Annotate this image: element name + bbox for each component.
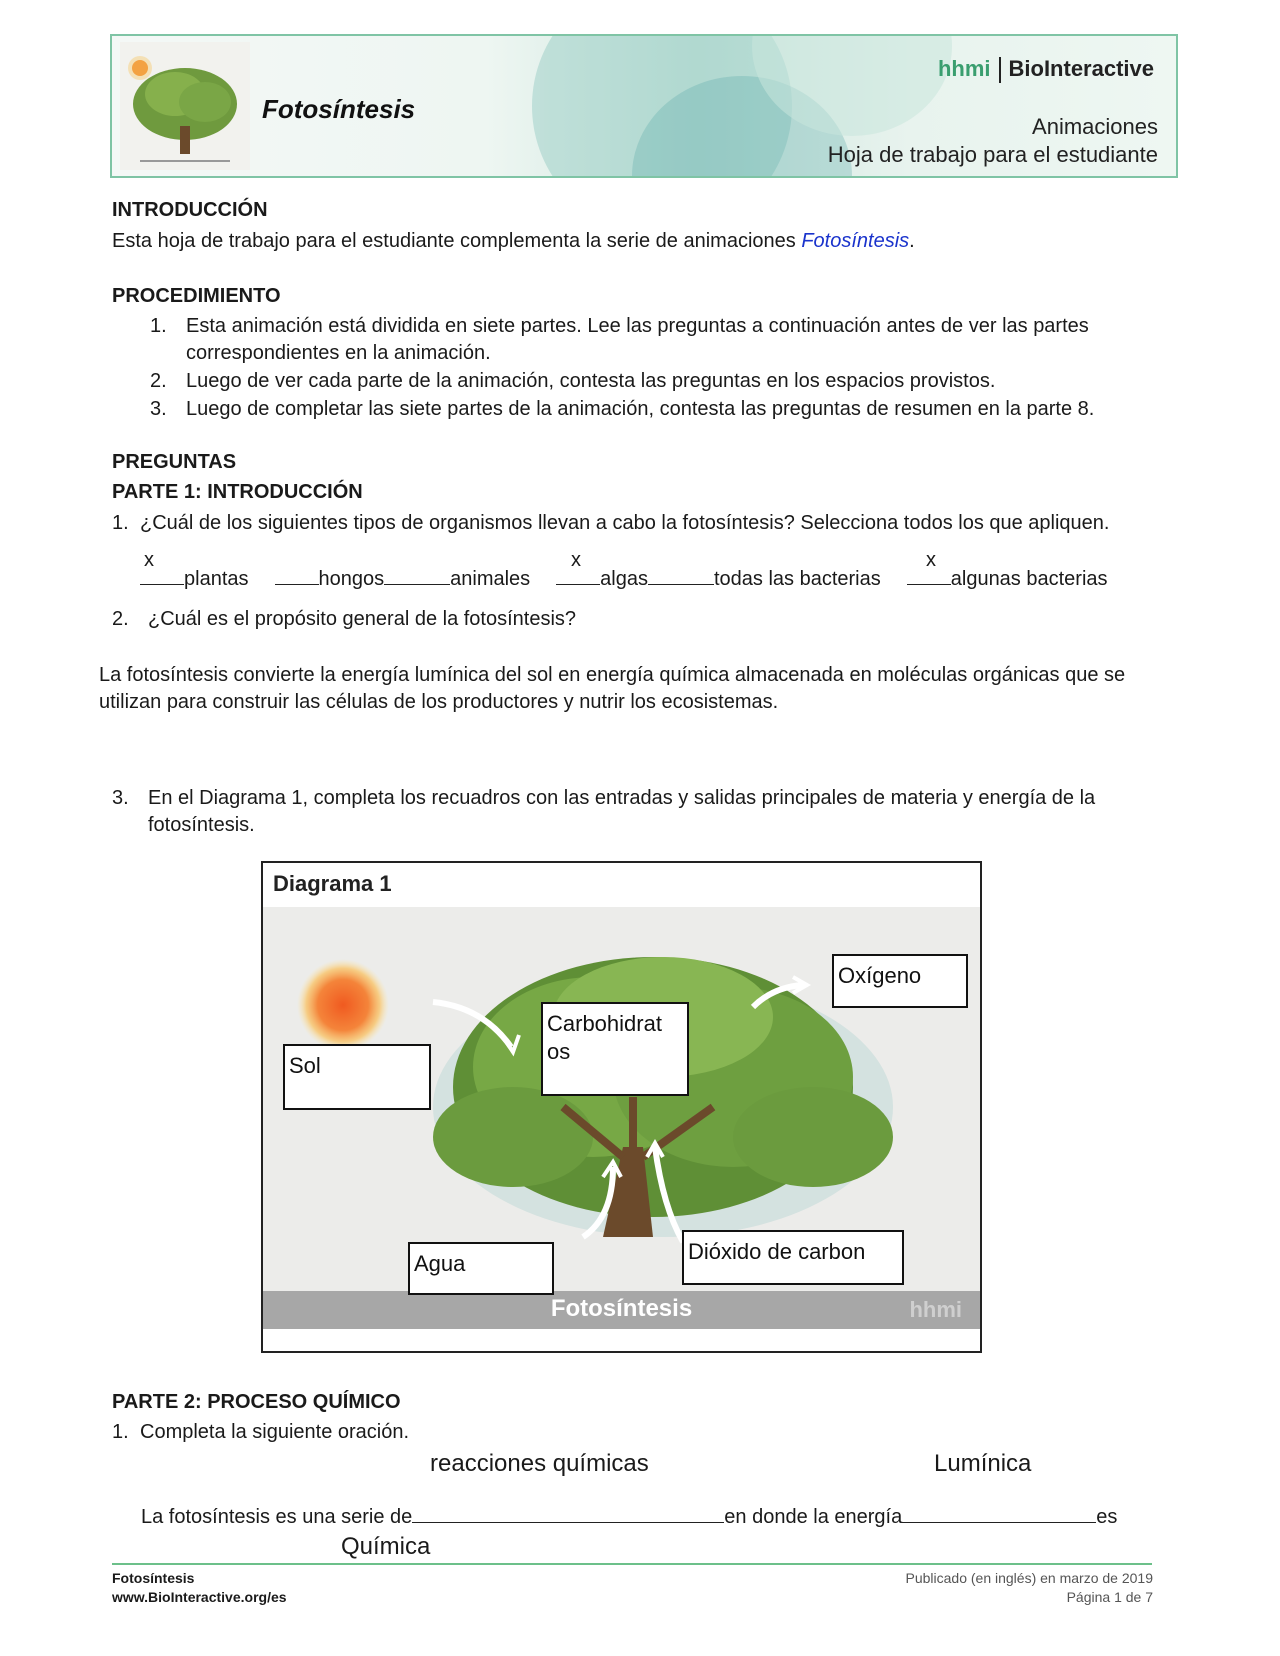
option-plantas: plantas xyxy=(184,568,249,590)
question-text: ¿Cuál de los siguientes tipos de organismos llevan a cabo la fotosíntesis? Selecciona todos los que apliquen. xyxy=(140,512,1110,534)
fill-sentence xyxy=(141,1504,1117,1531)
procedure-step-1-cont: correspondientes en la animación. xyxy=(186,342,491,364)
procedure-heading: PROCEDIMIENTO xyxy=(112,285,281,307)
box-agua[interactable]: Agua xyxy=(408,1242,554,1295)
box-oxigeno[interactable]: Oxígeno xyxy=(832,954,968,1008)
answer-2-line-1[interactable]: La fotosíntesis convierte la energía lumínica del sol en energía química almacenada en moléculas orgánicas que se xyxy=(99,664,1126,686)
option-todas-bacterias: todas las bacterias xyxy=(713,568,881,590)
intro-text-end: . xyxy=(909,230,915,252)
blank-hongos[interactable] xyxy=(275,566,319,585)
brand-hhmi: hhmi xyxy=(937,56,991,81)
step-number: 1. xyxy=(150,315,167,337)
option-algunas-bacterias: algunas bacterias xyxy=(950,568,1108,590)
question-text: Completa la siguiente oración. xyxy=(140,1421,410,1443)
intro-link[interactable]: Fotosíntesis xyxy=(801,230,910,252)
question-1 xyxy=(112,510,1109,537)
question-3 xyxy=(112,785,1095,812)
box-carbohidratos[interactable] xyxy=(541,1002,689,1096)
step-text: Esta animación está dividida en siete partes. Lee las preguntas a continuación antes de ver las partes xyxy=(186,315,1089,337)
footer-page-number: Página 1 de 7 xyxy=(1066,1589,1153,1605)
answer-blank-2[interactable]: Lumínica xyxy=(934,1450,1032,1477)
diagram-hhmi-logo: hhmi xyxy=(909,1297,962,1322)
box-carbohidratos-line1: Carbohidrat xyxy=(547,1011,662,1036)
sentence-part-c: es xyxy=(1096,1506,1118,1528)
question-number: 2. xyxy=(112,608,129,630)
question-text: En el Diagrama 1, completa los recuadros con las entradas y salidas principales de materia y energía de la xyxy=(148,787,1096,809)
step-text: Luego de completar las siete partes de la animación, contesta las preguntas de resumen en la parte 8. xyxy=(186,398,1095,420)
options-line xyxy=(140,566,1108,593)
blank-algunas-bacterias[interactable] xyxy=(907,566,951,585)
header-subtitle-worksheet: Hoja de trabajo para el estudiante xyxy=(827,142,1158,167)
question-3-cont: fotosíntesis. xyxy=(148,814,255,836)
procedure-step-3 xyxy=(150,396,1094,423)
header-banner xyxy=(110,34,1178,178)
mark-plantas[interactable]: x xyxy=(144,549,154,571)
mark-algas[interactable]: x xyxy=(571,549,581,571)
option-animales: animales xyxy=(450,568,531,590)
footer-published: Publicado (en inglés) en marzo de 2019 xyxy=(905,1570,1153,1586)
header-title: Fotosíntesis xyxy=(262,94,416,124)
blank-animales[interactable] xyxy=(384,566,450,585)
step-number: 2. xyxy=(150,370,167,392)
answer-blank-1[interactable]: reacciones químicas xyxy=(430,1450,649,1477)
header-subtitle-animations: Animaciones xyxy=(1032,114,1158,139)
question-number: 1. xyxy=(112,512,129,534)
box-carbohidratos-line2: os xyxy=(547,1039,571,1064)
answer-2-line-2[interactable]: utilizan para construir las células de los productores y nutrir los ecosistemas. xyxy=(99,691,779,713)
option-hongos: hongos xyxy=(318,568,385,590)
part2-question-1 xyxy=(112,1419,409,1446)
blank-todas-bacterias[interactable] xyxy=(648,566,714,585)
box-sol[interactable]: Sol xyxy=(283,1044,431,1110)
tree-thumbnail-image xyxy=(120,42,250,170)
step-number: 3. xyxy=(150,398,167,420)
diagram-title: Diagrama 1 xyxy=(273,871,392,896)
option-algas: algas xyxy=(600,568,648,590)
part2-heading: PARTE 2: PROCESO QUÍMICO xyxy=(112,1391,401,1413)
sun-icon xyxy=(297,959,389,1051)
box-dioxido-de-carbono[interactable]: Dióxido de carbon xyxy=(682,1230,904,1285)
footer-website-link[interactable]: www.BioInteractive.org/es xyxy=(112,1589,287,1605)
footer-doc-title: Fotosíntesis xyxy=(112,1570,195,1586)
questions-heading: PREGUNTAS xyxy=(112,451,237,473)
step-text: Luego de ver cada parte de la animación, contesta las preguntas en los espacios provistos. xyxy=(186,370,996,392)
brand-name: BioInteractive xyxy=(1008,56,1154,81)
brand-logo xyxy=(938,56,1154,83)
diagram-footer-title: Fotosíntesis xyxy=(550,1295,693,1322)
mark-algunas-bacterias[interactable]: x xyxy=(926,549,936,571)
sentence-blank-2[interactable] xyxy=(902,1504,1096,1523)
sentence-part-a: La fotosíntesis es una serie de xyxy=(141,1506,413,1528)
question-text: ¿Cuál es el propósito general de la fotosíntesis? xyxy=(148,608,577,630)
diagram-1 xyxy=(261,861,982,1353)
procedure-step-1 xyxy=(150,313,1089,340)
part1-heading: PARTE 1: INTRODUCCIÓN xyxy=(112,481,363,503)
intro-text xyxy=(112,228,915,255)
answer-blank-3[interactable]: Química xyxy=(341,1533,431,1560)
question-2 xyxy=(112,606,576,633)
sentence-blank-1[interactable] xyxy=(412,1504,724,1523)
question-number: 3. xyxy=(112,787,129,809)
procedure-step-2 xyxy=(150,368,995,395)
sentence-part-b: en donde la energía xyxy=(724,1506,903,1528)
blank-plantas[interactable] xyxy=(140,566,184,585)
intro-text-body: Esta hoja de trabajo para el estudiante complementa la serie de animaciones xyxy=(112,230,802,252)
question-number: 1. xyxy=(112,1421,129,1443)
footer-divider xyxy=(112,1563,1152,1565)
blank-algas[interactable] xyxy=(556,566,600,585)
intro-heading: INTRODUCCIÓN xyxy=(112,199,268,221)
